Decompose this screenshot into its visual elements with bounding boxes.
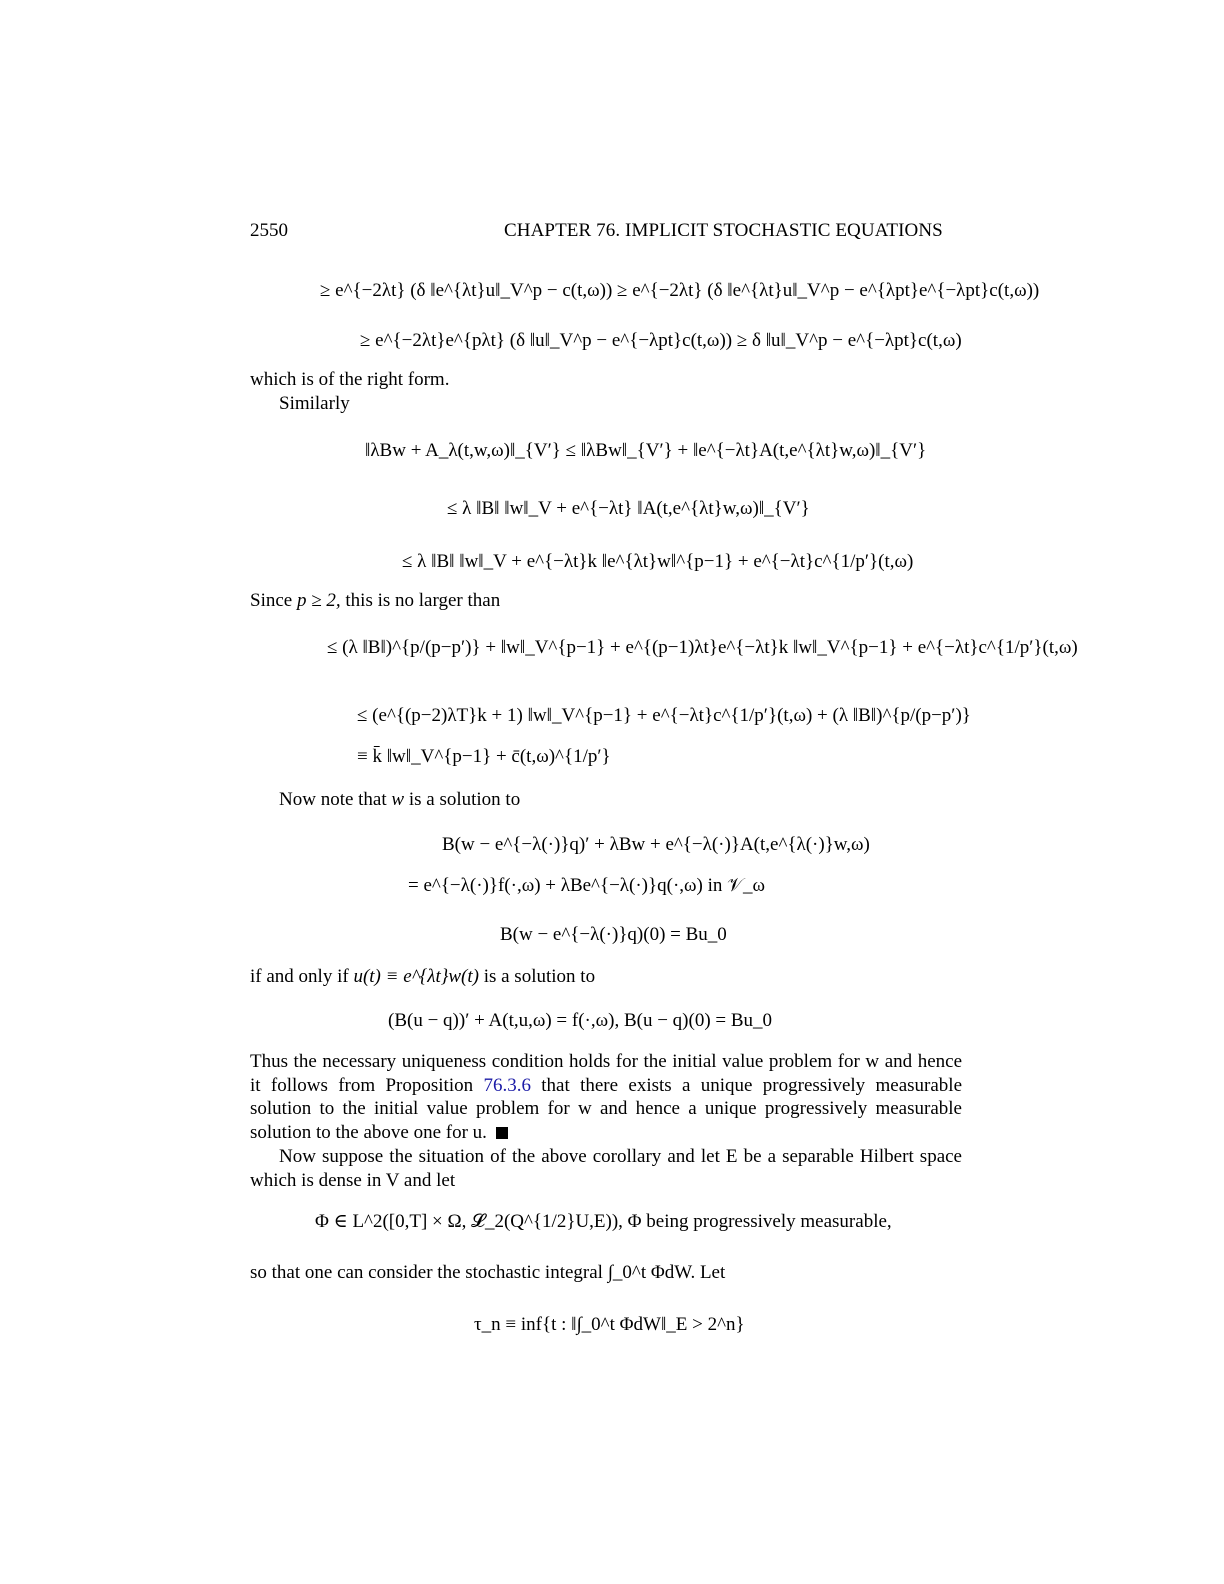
now-note-tail: is a solution to: [408, 789, 521, 810]
paragraph-iff: [250, 966, 595, 988]
equation-7: ≤ (e^{(p−2)λT}k + 1) ‖w‖_V^{p−1} + e^{−λt}c^{1/p′}(t,ω) + (λ ‖B‖)^{p/(p−p′)}: [357, 705, 971, 726]
since-text: Since: [250, 590, 293, 611]
paragraph-so-that: [250, 1262, 725, 1284]
equation-11: B(w − e^{−λ(·)}q)(0) = Bu_0: [500, 924, 727, 945]
now-note-text: Now note that: [279, 789, 387, 810]
equation-13: Φ ∈ L^2([0,T] × Ω, 𝓛_2(Q^{1/2}U,E)), Φ being progressively measurable,: [315, 1211, 892, 1232]
page-number: 2550: [250, 220, 288, 241]
proposition-link[interactable]: 76.3.6: [483, 1074, 531, 1096]
equation-6: ≤ (λ ‖B‖)^{p/(p−p′)} + ‖w‖_V^{p−1} + e^{(p−1)λt}e^{−λt}k ‖w‖_V^{p−1} + e^{−λt}c^{1/p′}(t,ω): [327, 637, 1078, 658]
thus-text-1: Thus the necessary uniqueness condition holds for the initial value problem for w and hence it follows from Proposition: [250, 1051, 962, 1096]
thus-text-2: that there exists a unique progressively measurable solution to the initial value problem for w and hence a unique progressively measurable solution to the above one for u.: [250, 1074, 962, 1143]
equation-14: τ_n ≡ inf{t : ‖∫_0^t ΦdW‖_E > 2^n}: [474, 1314, 745, 1335]
since-condition: p ≥ 2,: [296, 590, 341, 611]
iff-text: if and only if: [250, 966, 349, 987]
iff-tail: is a solution to: [483, 966, 596, 987]
qed-mark: [496, 1127, 508, 1139]
equation-10: = e^{−λ(·)}f(·,ω) + λBe^{−λ(·)}q(·,ω) in 𝒱_ω: [408, 875, 765, 896]
paragraph-thus: [250, 1050, 962, 1144]
equation-9: B(w − e^{−λ(·)}q)′ + λBw + e^{−λ(·)}A(t,e^{λ(·)}w,ω): [442, 834, 870, 855]
paragraph-now-suppose: Now suppose the situation of the above corollary and let E be a separable Hilbert space which is dense in V and let: [250, 1146, 962, 1191]
stochastic-integral: ∫_0^t ΦdW.: [607, 1262, 696, 1283]
paragraph-similarly: Similarly: [279, 393, 350, 414]
equation-2: ≥ e^{−2λt}e^{pλt} (δ ‖u‖_V^p − e^{−λpt}c(t,ω)) ≥ δ ‖u‖_V^p − e^{−λpt}c(t,ω): [360, 330, 962, 351]
so-that-tail: Let: [699, 1262, 726, 1283]
since-tail: this is no larger than: [345, 590, 501, 611]
iff-expr: u(t) ≡ e^{λt}w(t): [353, 966, 479, 987]
equation-3: ‖λBw + A_λ(t,w,ω)‖_{V′} ≤ ‖λBw‖_{V′} + ‖e^{−λt}A(t,e^{λt}w,ω)‖_{V′}: [365, 440, 927, 461]
paragraph-right-form: which is of the right form.: [250, 369, 450, 390]
equation-8: ≡ k̄ ‖w‖_V^{p−1} + c̄(t,ω)^{1/p′}: [357, 746, 611, 767]
paragraph-now-note: [279, 789, 520, 811]
equation-5: ≤ λ ‖B‖ ‖w‖_V + e^{−λt}k ‖e^{λt}w‖^{p−1} + e^{−λt}c^{1/p′}(t,ω): [402, 551, 914, 572]
equation-12: (B(u − q))′ + A(t,u,ω) = f(·,ω), B(u − q)(0) = Bu_0: [388, 1010, 773, 1031]
now-note-var: w: [391, 789, 405, 810]
chapter-title: CHAPTER 76. IMPLICIT STOCHASTIC EQUATIONS: [504, 220, 943, 241]
equation-1: ≥ e^{−2λt} (δ ‖e^{λt}u‖_V^p − c(t,ω)) ≥ e^{−2λt} (δ ‖e^{λt}u‖_V^p − e^{λpt}e^{−λpt}c(t,ω)): [320, 280, 1040, 301]
equation-4: ≤ λ ‖B‖ ‖w‖_V + e^{−λt} ‖A(t,e^{λt}w,ω)‖_{V′}: [447, 498, 810, 519]
paragraph-since: [250, 590, 500, 612]
so-that-text: so that one can consider the stochastic integral: [250, 1262, 603, 1283]
